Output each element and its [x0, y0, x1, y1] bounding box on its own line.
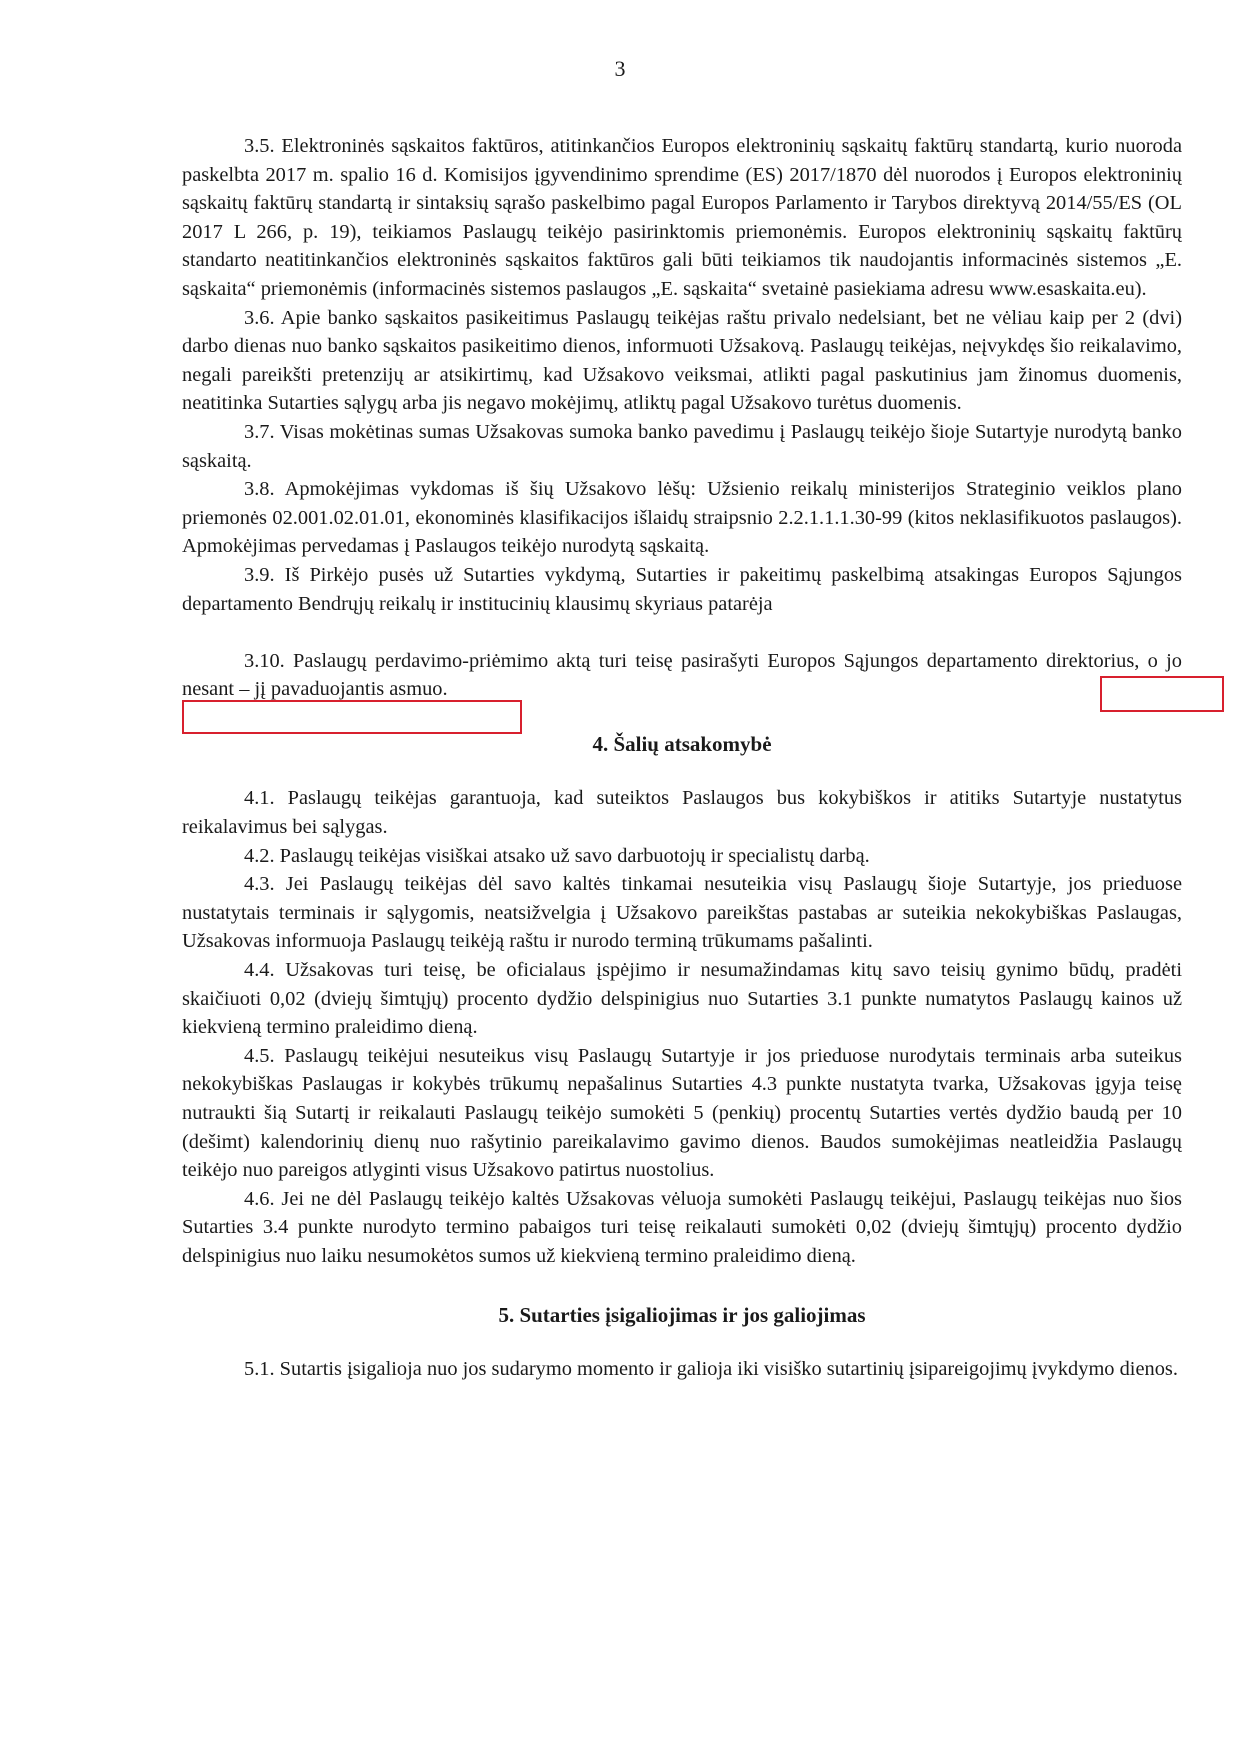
paragraph-4-6: 4.6. Jei ne dėl Paslaugų teikėjo kaltės Užsakovas vėluoja sumokėti Paslaugų teikėjui, Paslaugų teikėjas nuo šios Sutarties 3.4 punkte nurodyto termino pabaigos turi teisę reikalauti sumokėti 0,02 (dviejų šimtųjų) procento dydžio delspinigius nuo laiku nesumokėtos sumos už kiekvieną termino praleidimo dieną. — [182, 1187, 1182, 1267]
paragraph-3-10: 3.10. Paslaugų perdavimo-priėmimo aktą turi teisę pasirašyti Europos Sąjungos departamento direktorius, o jo nesant – jį pavaduojantis asmuo. — [182, 649, 1182, 701]
paragraph-3-7: 3.7. Visas mokėtinas sumas Užsakovas sumoka banko pavedimu į Paslaugų teikėjo šioje Sutartyje nurodytą banko sąskaitą. — [182, 420, 1182, 472]
redaction-box-name — [1100, 676, 1224, 712]
page-number: 3 — [614, 56, 626, 81]
section-4-heading: 4. Šalių atsakomybė — [592, 731, 772, 756]
redaction-box-name-continued — [182, 700, 522, 734]
paragraph-4-5: 4.5. Paslaugų teikėjui nesuteikus visų Paslaugų Sutartyje ir jos prieduose nurodytais terminais arba suteikus nekokybiškas Paslaugas ir kokybės trūkumų nepašalinus Sutarties 4.3 punkte nustatyta tvarka, Užsakovas įgyja teisę nutraukti šią Sutartį ir reikalauti Paslaugų teikėjo sumokėti 5 (penkių) procentų Sutarties vertės dydžio baudą per 10 (dešimt) kalendorinių dienų nuo rašytinio pareikalavimo gavimo dienos. Baudos sumokėjimas neatleidžia Paslaugų teikėjo nuo pareigos atlyginti visus Užsakovo patirtus nuostolius. — [182, 1044, 1182, 1182]
section-5-heading: 5. Sutarties įsigaliojimas ir jos galiojimas — [498, 1302, 866, 1327]
paragraph-4-2: 4.2. Paslaugų teikėjas visiškai atsako už savo darbuotojų ir specialistų darbą. — [244, 844, 870, 867]
paragraph-4-4: 4.4. Užsakovas turi teisę, be oficialaus įspėjimo ir nesumažindamas kitų savo teisių gynimo būdų, pradėti skaičiuoti 0,02 (dviejų šimtųjų) procento dydžio delspinigius nuo Sutarties 3.1 punkte numatytos Paslaugų kainos už kiekvieną termino praleidimo dieną. — [182, 959, 1182, 1039]
paragraph-3-9: 3.9. Iš Pirkėjo pusės už Sutarties vykdymą, Sutarties ir pakeitimų paskelbimą atsakingas Europos Sąjungos departamento Bendrųjų reikalų ir institucinių klausimų skyriaus patarėja — [182, 563, 1182, 615]
paragraph-5-1: 5.1. Sutartis įsigalioja nuo jos sudarymo momento ir galioja iki visiško sutartinių įsipareigojimų įvykdymo dienos. — [244, 1358, 1178, 1381]
paragraph-3-6: 3.6. Apie banko sąskaitos pasikeitimus Paslaugų teikėjas raštu privalo nedelsiant, bet ne vėliau kaip per 2 (dvi) darbo dienas nuo banko sąskaitos pasikeitimo dienos, informuoti Užsakovą. Paslaugų teikėjas, neįvykdęs šio reikalavimo, negali pareikšti pretenzijų ar atsikirtimų, kad Užsakovo veiksmai, atlikti pagal paskutinius jam žinomus duomenis, neatitinka Sutarties sąlygų arba jis negavo mokėjimų, atliktų pagal Užsakovo turėtus duomenis. — [182, 306, 1182, 415]
paragraph-3-8: 3.8. Apmokėjimas vykdomas iš šių Užsakovo lėšų: Užsienio reikalų ministerijos Strateginio veiklos plano priemonės 02.001.02.01.01, ekonominės klasifikacijos išlaidų straipsnio 2.2.1.1.1.30-99 (kitos neklasifikuotos paslaugos). Apmokėjimas pervedamas į Paslaugos teikėjo nurodytą sąskaitą. — [182, 478, 1182, 558]
paragraph-4-3: 4.3. Jei Paslaugų teikėjas dėl savo kaltės tinkamai nesuteikia visų Paslaugų šioje Sutartyje, jos prieduose nustatytais terminais ir sąlygomis, neatsižvelgia į Užsakovo pareikštas pastabas ar suteikia nekokybiškas Paslaugas, Užsakovas informuoja Paslaugų teikėją raštu ir nurodo terminą trūkumams pašalinti. — [182, 873, 1182, 953]
paragraph-4-1: 4.1. Paslaugų teikėjas garantuoja, kad suteiktos Paslaugos bus kokybiškos ir atitiks Sutartyje nustatytus reikalavimus bei sąlygas. — [182, 787, 1182, 839]
document-body — [182, 132, 1182, 1384]
paragraph-3-5: 3.5. Elektroninės sąskaitos faktūros, atitinkančios Europos elektroninių sąskaitų faktūrų standartą, kurio nuoroda paskelbta 2017 m. spalio 16 d. Komisijos įgyvendinimo sprendime (ES) 2017/1870 dėl nuorodos į Europos elektroninių sąskaitų faktūrų standartą ir sintaksių sąrašo paskelbimo pagal Europos Parlamento ir Tarybos direktyvą 2014/55/ES (OL 2017 L 266, p. 19), teikiamos Paslaugų teikėjo pasirinktomis priemonėmis. Europos elektroninių sąskaitų faktūrų standarto neatitinkančios elektroninės sąskaitos faktūros gali būti teikiamos tik naudojantis informacinės sistemos „E. sąskaita“ priemonėmis (informacinės sistemos paslaugos „E. sąskaita“ svetainė pasiekiama adresu www.esaskaita.eu). — [182, 135, 1182, 300]
